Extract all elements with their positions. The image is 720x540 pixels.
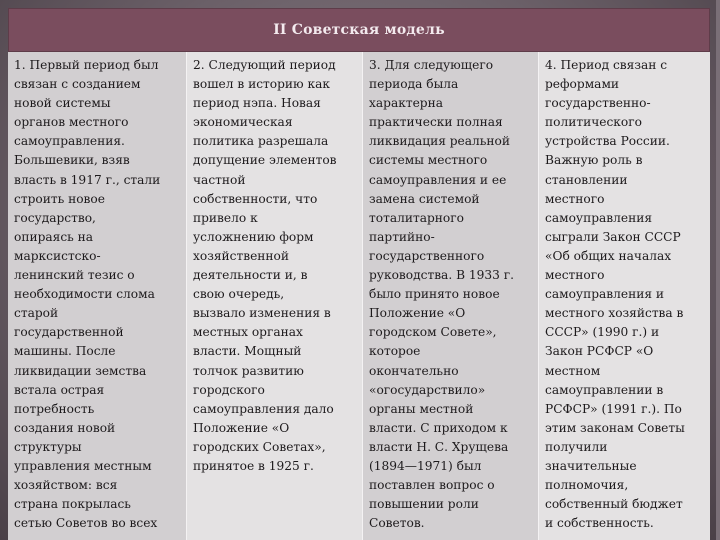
period-4-cell: 4. Период связан с реформами государственно- политического устройства России. Важную роль в становлении местного самоуправления сыграли Закон СССР «Об общих началах местного самоуправления и местного хозяйства в СССР» (1990 г.) и Закон РСФСР «О местном самоуправлении в РСФСР» (1991 г.). По этим законам Советы получили значительные полномочия, собственный бюджет и собственность. — [538, 52, 710, 540]
table-header — [8, 8, 710, 52]
period-3-cell: 3. Для следующего периода была характерна практически полная ликвидация реальной системы местного самоуправления и ее замена системой тоталитарного партийно- государственного руководства. В 1933 г. было принято новое Положение «О городском Совете», которое окончательно «огосударствило» органы местной власти. С приходом к власти Н. С. Хрущева (1894—1971) был поставлен вопрос о повышении роли Советов. — [362, 52, 538, 540]
period-2-cell: 2. Следующий период вошел в историю как период нэпа. Новая экономическая политика разрешала допущение элементов частной собственности, что привело к усложнению форм хозяйственной деятельности и, в свою очередь, вызвало изменения в местных органах власти. Мощный толчок развитию городского самоуправления дало Положение «О городских Советах», принятое в 1925 г. — [186, 52, 362, 540]
slide-title: II Советская модель — [273, 22, 445, 38]
period-1-cell: 1. Первый период был связан с созданием новой системы органов местного самоуправления. Большевики, взяв власть в 1917 г., стали строить новое государство, опираясь на марксистско- ленинский тезис о необходимости слома старой государственной машины. После ликвидации земства встала острая потребность создания новой структуры управления местным хозяйством: вся страна покрылась сетью Советов во всех — [8, 52, 186, 540]
table-body-row — [8, 52, 710, 540]
